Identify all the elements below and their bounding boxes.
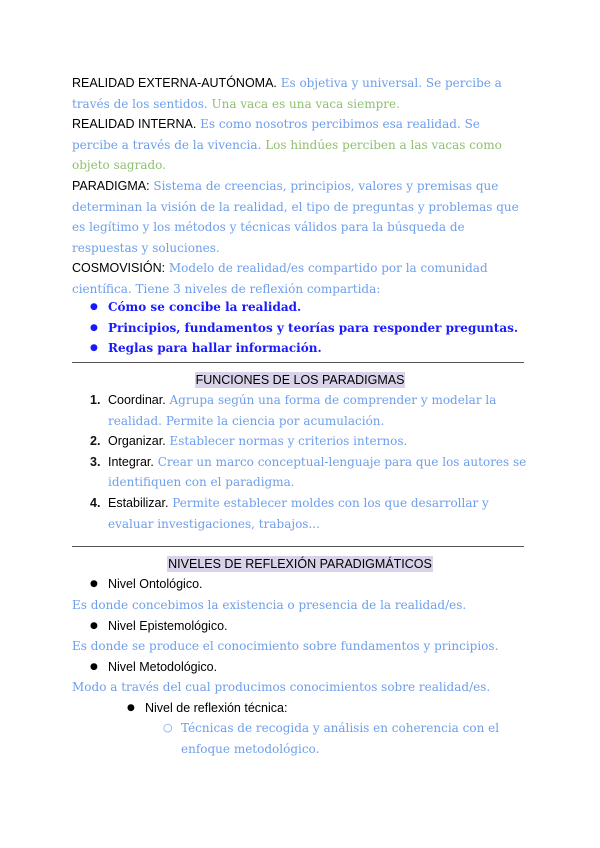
cosmovision-paragraph bbox=[72, 258, 528, 299]
realidad-externa-term: REALIDAD EXTERNA-AUTÓNOMA. bbox=[72, 76, 277, 90]
funcion-term: Integrar. bbox=[108, 454, 154, 469]
bullet-icon: ● bbox=[90, 302, 98, 312]
realidad-externa-definition: Es objetiva y universal. Se percibe a través de los sentidos. bbox=[72, 76, 502, 111]
circle-bullet-icon: ○ bbox=[163, 721, 173, 734]
funciones-heading-row bbox=[0, 371, 600, 389]
nivel-metodologico-item bbox=[90, 657, 218, 678]
paradigma-definition: Sistema de creencias, principios, valores y premisas que determinan la visión de la realidad, el tipo de preguntas y problemas que es legítimo y los métodos y técnicas válidos para la búsqueda de respuestas y soluciones. bbox=[72, 179, 519, 255]
funciones-list bbox=[72, 390, 532, 534]
funcion-definition: Crear un marco conceptual-lenguaje para que los autores se identifiquen con el paradigma. bbox=[108, 454, 527, 490]
bullet-icon: ● bbox=[90, 621, 98, 631]
cosmovision-list bbox=[90, 297, 528, 359]
cosmovision-term: COSMOVISIÓN: bbox=[72, 261, 166, 275]
nivel-term: Nivel Epistemológico. bbox=[108, 619, 228, 633]
cosmovision-definition: Modelo de realidad/es compartido por la comunidad científica. Tiene 3 niveles de reflexión compartida: bbox=[72, 261, 488, 296]
realidad-externa-example: Una vaca es una vaca siempre. bbox=[207, 96, 400, 111]
funcion-definition: Agrupa según una forma de comprender y modelar la realidad. Permite la ciencia por acumulación. bbox=[108, 393, 497, 428]
list-item-text: Reglas para hallar información. bbox=[108, 341, 322, 356]
niveles-heading-row bbox=[0, 555, 600, 573]
list-item-text: Principios, fundamentos y teorías para responder preguntas. bbox=[108, 320, 519, 335]
realidad-externa-paragraph bbox=[72, 73, 528, 114]
nivel-epistemologico-definition: Es donde se produce el conocimiento sobre fundamentos y principios. bbox=[72, 639, 499, 653]
bullet-icon: ● bbox=[90, 579, 98, 589]
horizontal-divider bbox=[72, 362, 524, 363]
niveles-heading: NIVELES DE REFLEXIÓN PARADIGMÁTICOS bbox=[168, 557, 432, 571]
bullet-icon: ● bbox=[90, 662, 98, 672]
nivel-tecnica-subitem bbox=[163, 718, 501, 759]
nivel-ontologico-definition: Es donde concebimos la existencia o presencia de la realidad/es. bbox=[72, 598, 467, 612]
list-item bbox=[72, 493, 532, 534]
realidad-interna-term: REALIDAD INTERNA. bbox=[72, 117, 197, 131]
nivel-tecnica-item bbox=[127, 698, 288, 719]
list-number: 1. bbox=[90, 393, 101, 407]
list-item bbox=[72, 390, 532, 431]
funcion-term: Organizar. bbox=[108, 434, 166, 449]
bullet-icon: ● bbox=[90, 343, 98, 354]
nivel-term: Nivel Ontológico. bbox=[108, 577, 203, 591]
list-number: 2. bbox=[90, 434, 101, 449]
horizontal-divider bbox=[72, 546, 524, 547]
funciones-heading: FUNCIONES DE LOS PARADIGMAS bbox=[195, 373, 405, 387]
list-item bbox=[90, 338, 528, 359]
realidad-interna-paragraph bbox=[72, 114, 528, 176]
nivel-term: Nivel Metodológico. bbox=[108, 660, 218, 674]
realidad-interna-example: Los hindúes perciben a las vacas como objeto sagrado. bbox=[72, 137, 502, 173]
list-item bbox=[72, 431, 532, 452]
list-number: 3. bbox=[90, 454, 101, 469]
realidad-interna-definition: Es como nosotros percibimos esa realidad. Se percibe a través de la vivencia. bbox=[72, 117, 480, 152]
funcion-definition: Establecer normas y criterios internos. bbox=[165, 434, 408, 449]
paradigma-term: PARADIGMA: bbox=[72, 179, 150, 193]
nivel-metodologico-definition: Modo a través del cual producimos conocimientos sobre realidad/es. bbox=[72, 680, 491, 694]
nivel-epistemologico-item bbox=[90, 616, 228, 637]
nivel-term: Nivel de reflexión técnica: bbox=[145, 701, 288, 715]
paradigma-paragraph bbox=[72, 176, 528, 258]
nivel-ontologico-item bbox=[90, 574, 203, 595]
bullet-icon: ● bbox=[127, 703, 135, 713]
list-number: 4. bbox=[90, 495, 101, 510]
list-item-text: Cómo se concibe la realidad. bbox=[108, 300, 302, 314]
funcion-term: Coordinar. bbox=[108, 393, 166, 407]
list-item bbox=[90, 297, 528, 318]
bullet-icon: ● bbox=[90, 322, 98, 333]
list-item bbox=[90, 318, 528, 339]
funcion-term: Estabilizar. bbox=[108, 495, 169, 510]
list-item bbox=[72, 452, 532, 493]
nivel-tecnica-definition: Técnicas de recogida y análisis en coherencia con el enfoque metodológico. bbox=[181, 721, 500, 756]
funcion-definition: Permite establecer moldes con los que desarrollar y evaluar investigaciones, trabajos... bbox=[108, 495, 489, 531]
